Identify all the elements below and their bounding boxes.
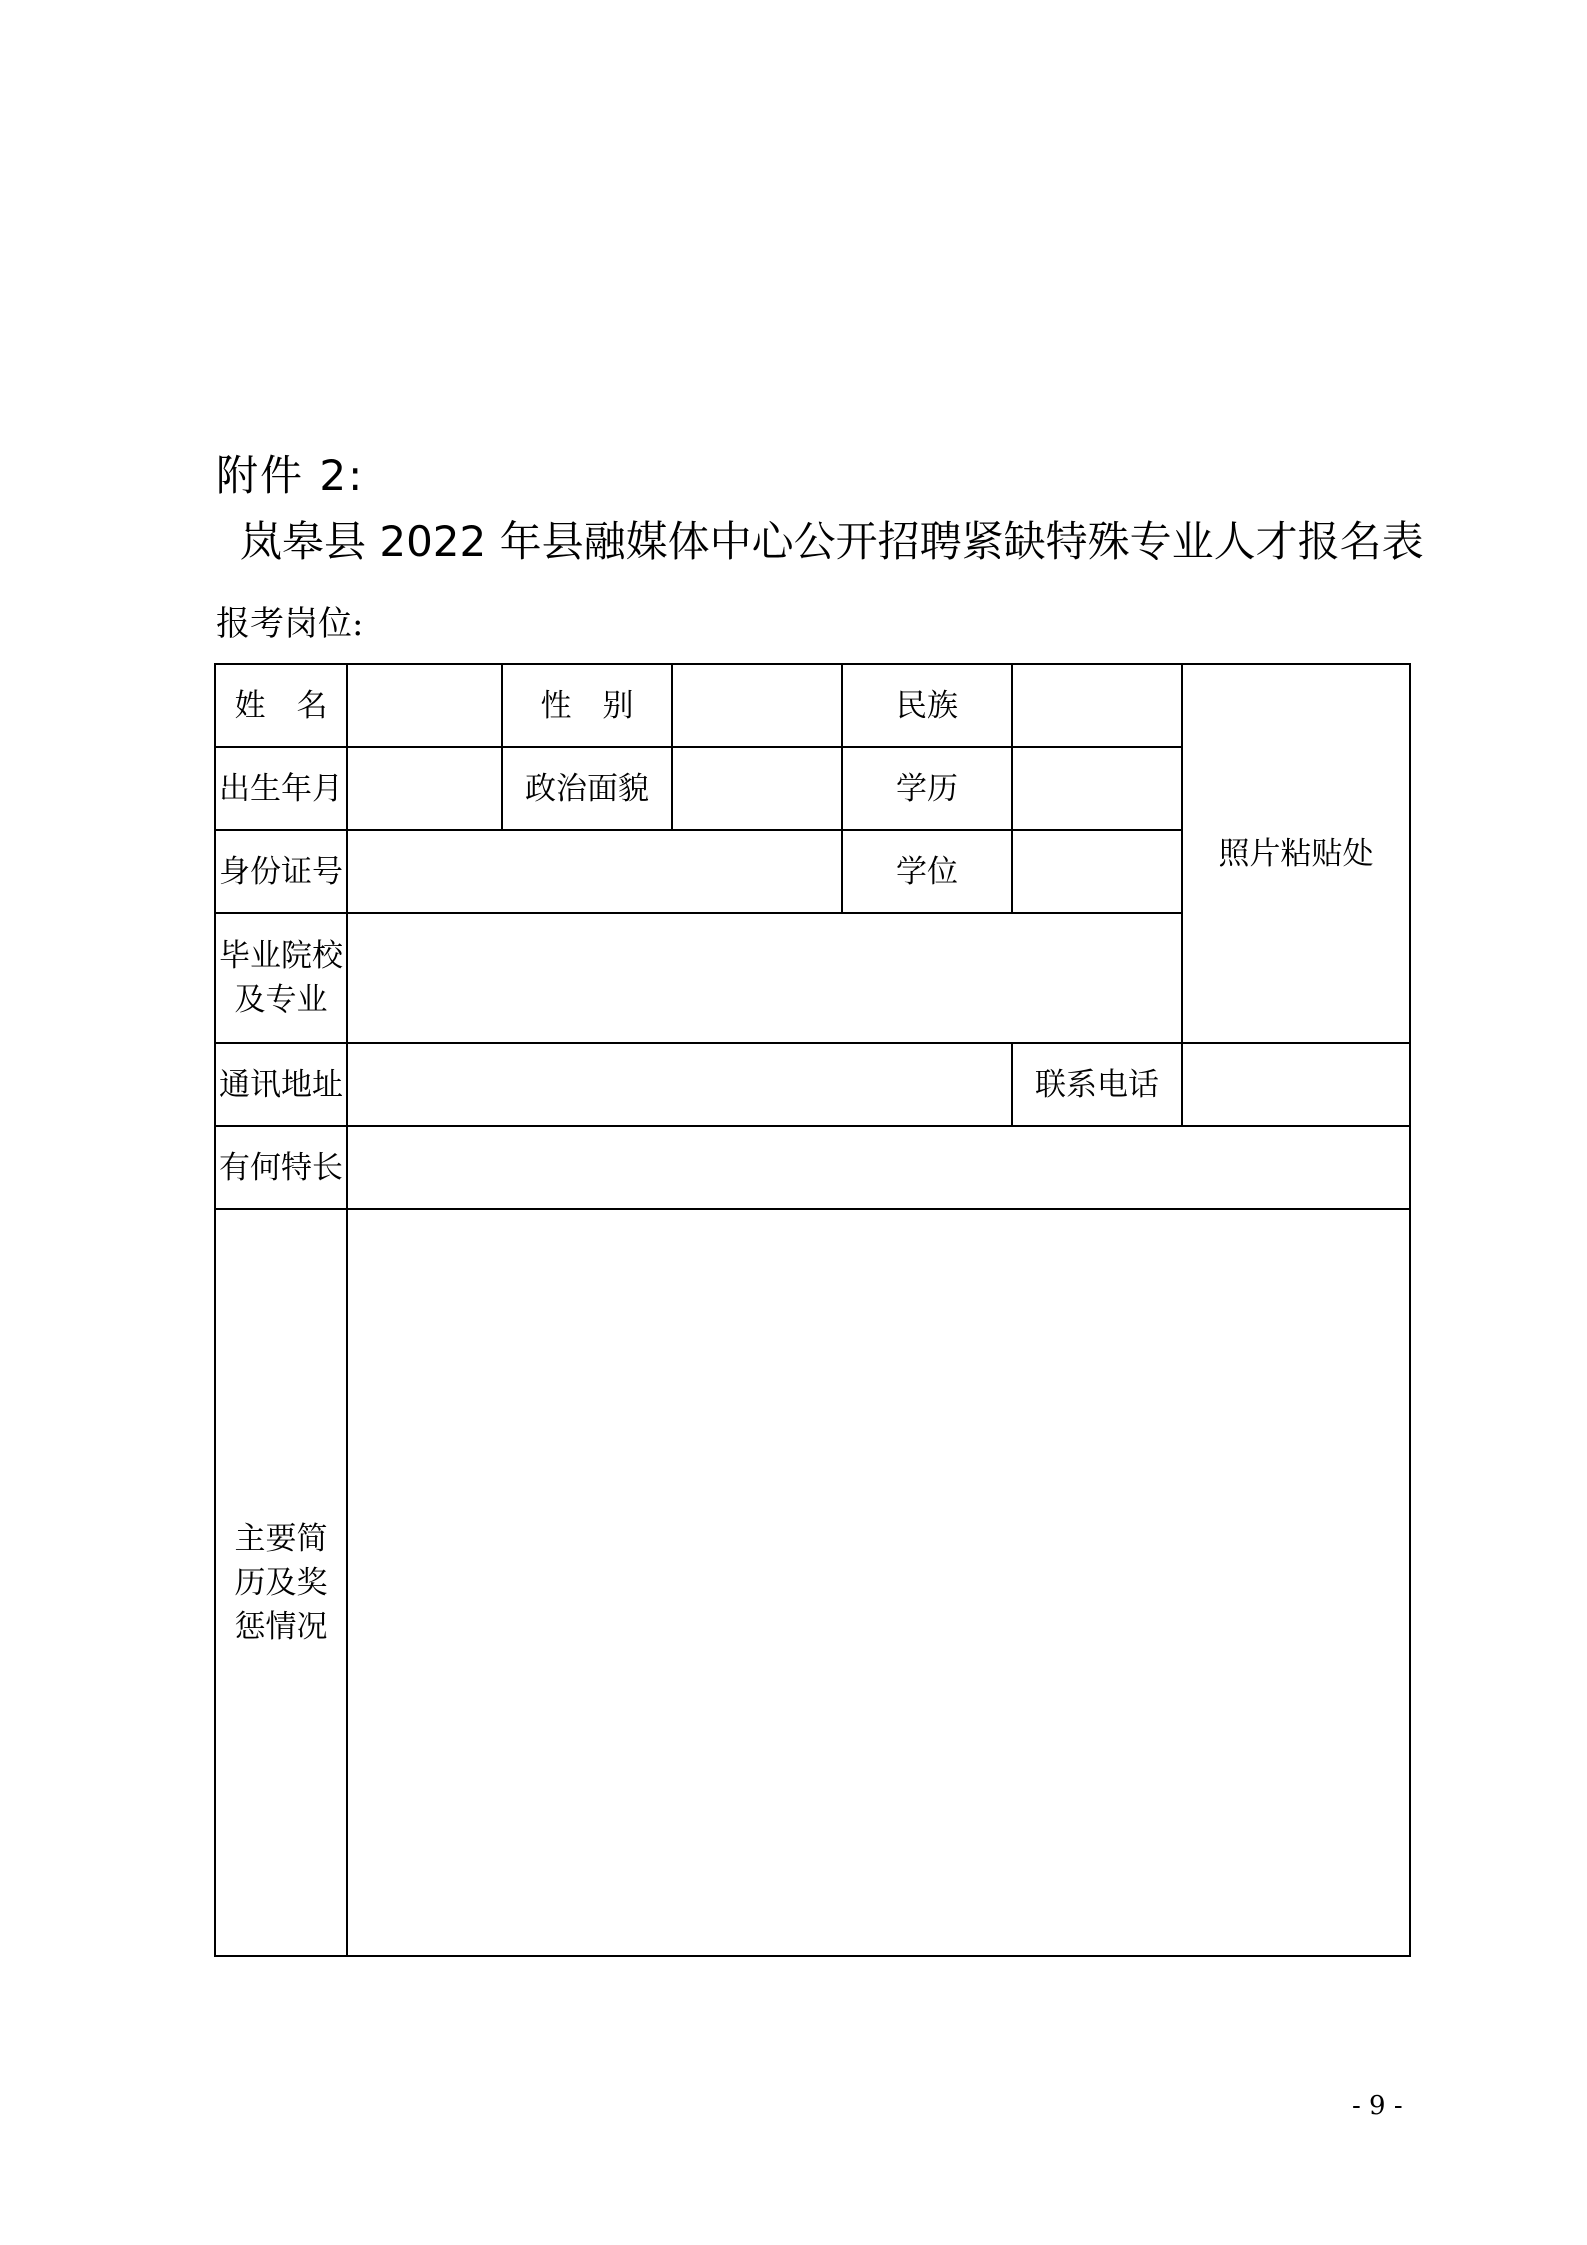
photo-placeholder[interactable]: 照片粘贴处	[1182, 664, 1410, 1043]
phone-label: 联系电话	[1012, 1043, 1182, 1126]
gender-field[interactable]	[672, 664, 842, 747]
resume-label	[215, 1209, 347, 1956]
education-label: 学历	[842, 747, 1012, 830]
resume-field[interactable]	[347, 1209, 1410, 1956]
id-label: 身份证号	[215, 830, 347, 913]
address-label: 通讯地址	[215, 1043, 347, 1126]
form-row-resume	[215, 1209, 1410, 1956]
degree-field[interactable]	[1012, 830, 1182, 913]
school-label-line1: 毕业院校	[219, 938, 343, 974]
position-label: 报考岗位:	[216, 604, 364, 644]
address-field[interactable]	[347, 1043, 1012, 1126]
birth-label: 出生年月	[215, 747, 347, 830]
school-field[interactable]	[347, 913, 1182, 1043]
phone-field[interactable]	[1182, 1043, 1410, 1126]
resume-label-line1: 主要简	[234, 1520, 328, 1557]
name-label: 姓 名	[215, 664, 347, 747]
form-row-name	[215, 664, 1410, 747]
specialty-label: 有何特长	[215, 1126, 347, 1209]
form-title: 岚皋县 2022 年县融媒体中心公开招聘紧缺特殊专业人才报名表	[240, 517, 1424, 566]
resume-label-line2: 历及奖	[234, 1564, 328, 1601]
name-field[interactable]	[347, 664, 502, 747]
school-label-line2: 及专业	[234, 982, 328, 1018]
resume-label-line3: 惩情况	[234, 1608, 328, 1645]
school-label	[215, 913, 347, 1043]
form-row-specialty	[215, 1126, 1410, 1209]
political-field[interactable]	[672, 747, 842, 830]
birth-field[interactable]	[347, 747, 502, 830]
specialty-field[interactable]	[347, 1126, 1410, 1209]
political-label: 政治面貌	[502, 747, 672, 830]
attachment-label: 附件 2:	[216, 451, 365, 500]
form-row-address	[215, 1043, 1410, 1126]
ethnicity-field[interactable]	[1012, 664, 1182, 747]
gender-label: 性 别	[502, 664, 672, 747]
page-number: - 9 -	[1352, 2091, 1403, 2121]
registration-form-table	[214, 663, 1411, 1957]
ethnicity-label: 民族	[842, 664, 1012, 747]
degree-label: 学位	[842, 830, 1012, 913]
id-field[interactable]	[347, 830, 842, 913]
education-field[interactable]	[1012, 747, 1182, 830]
